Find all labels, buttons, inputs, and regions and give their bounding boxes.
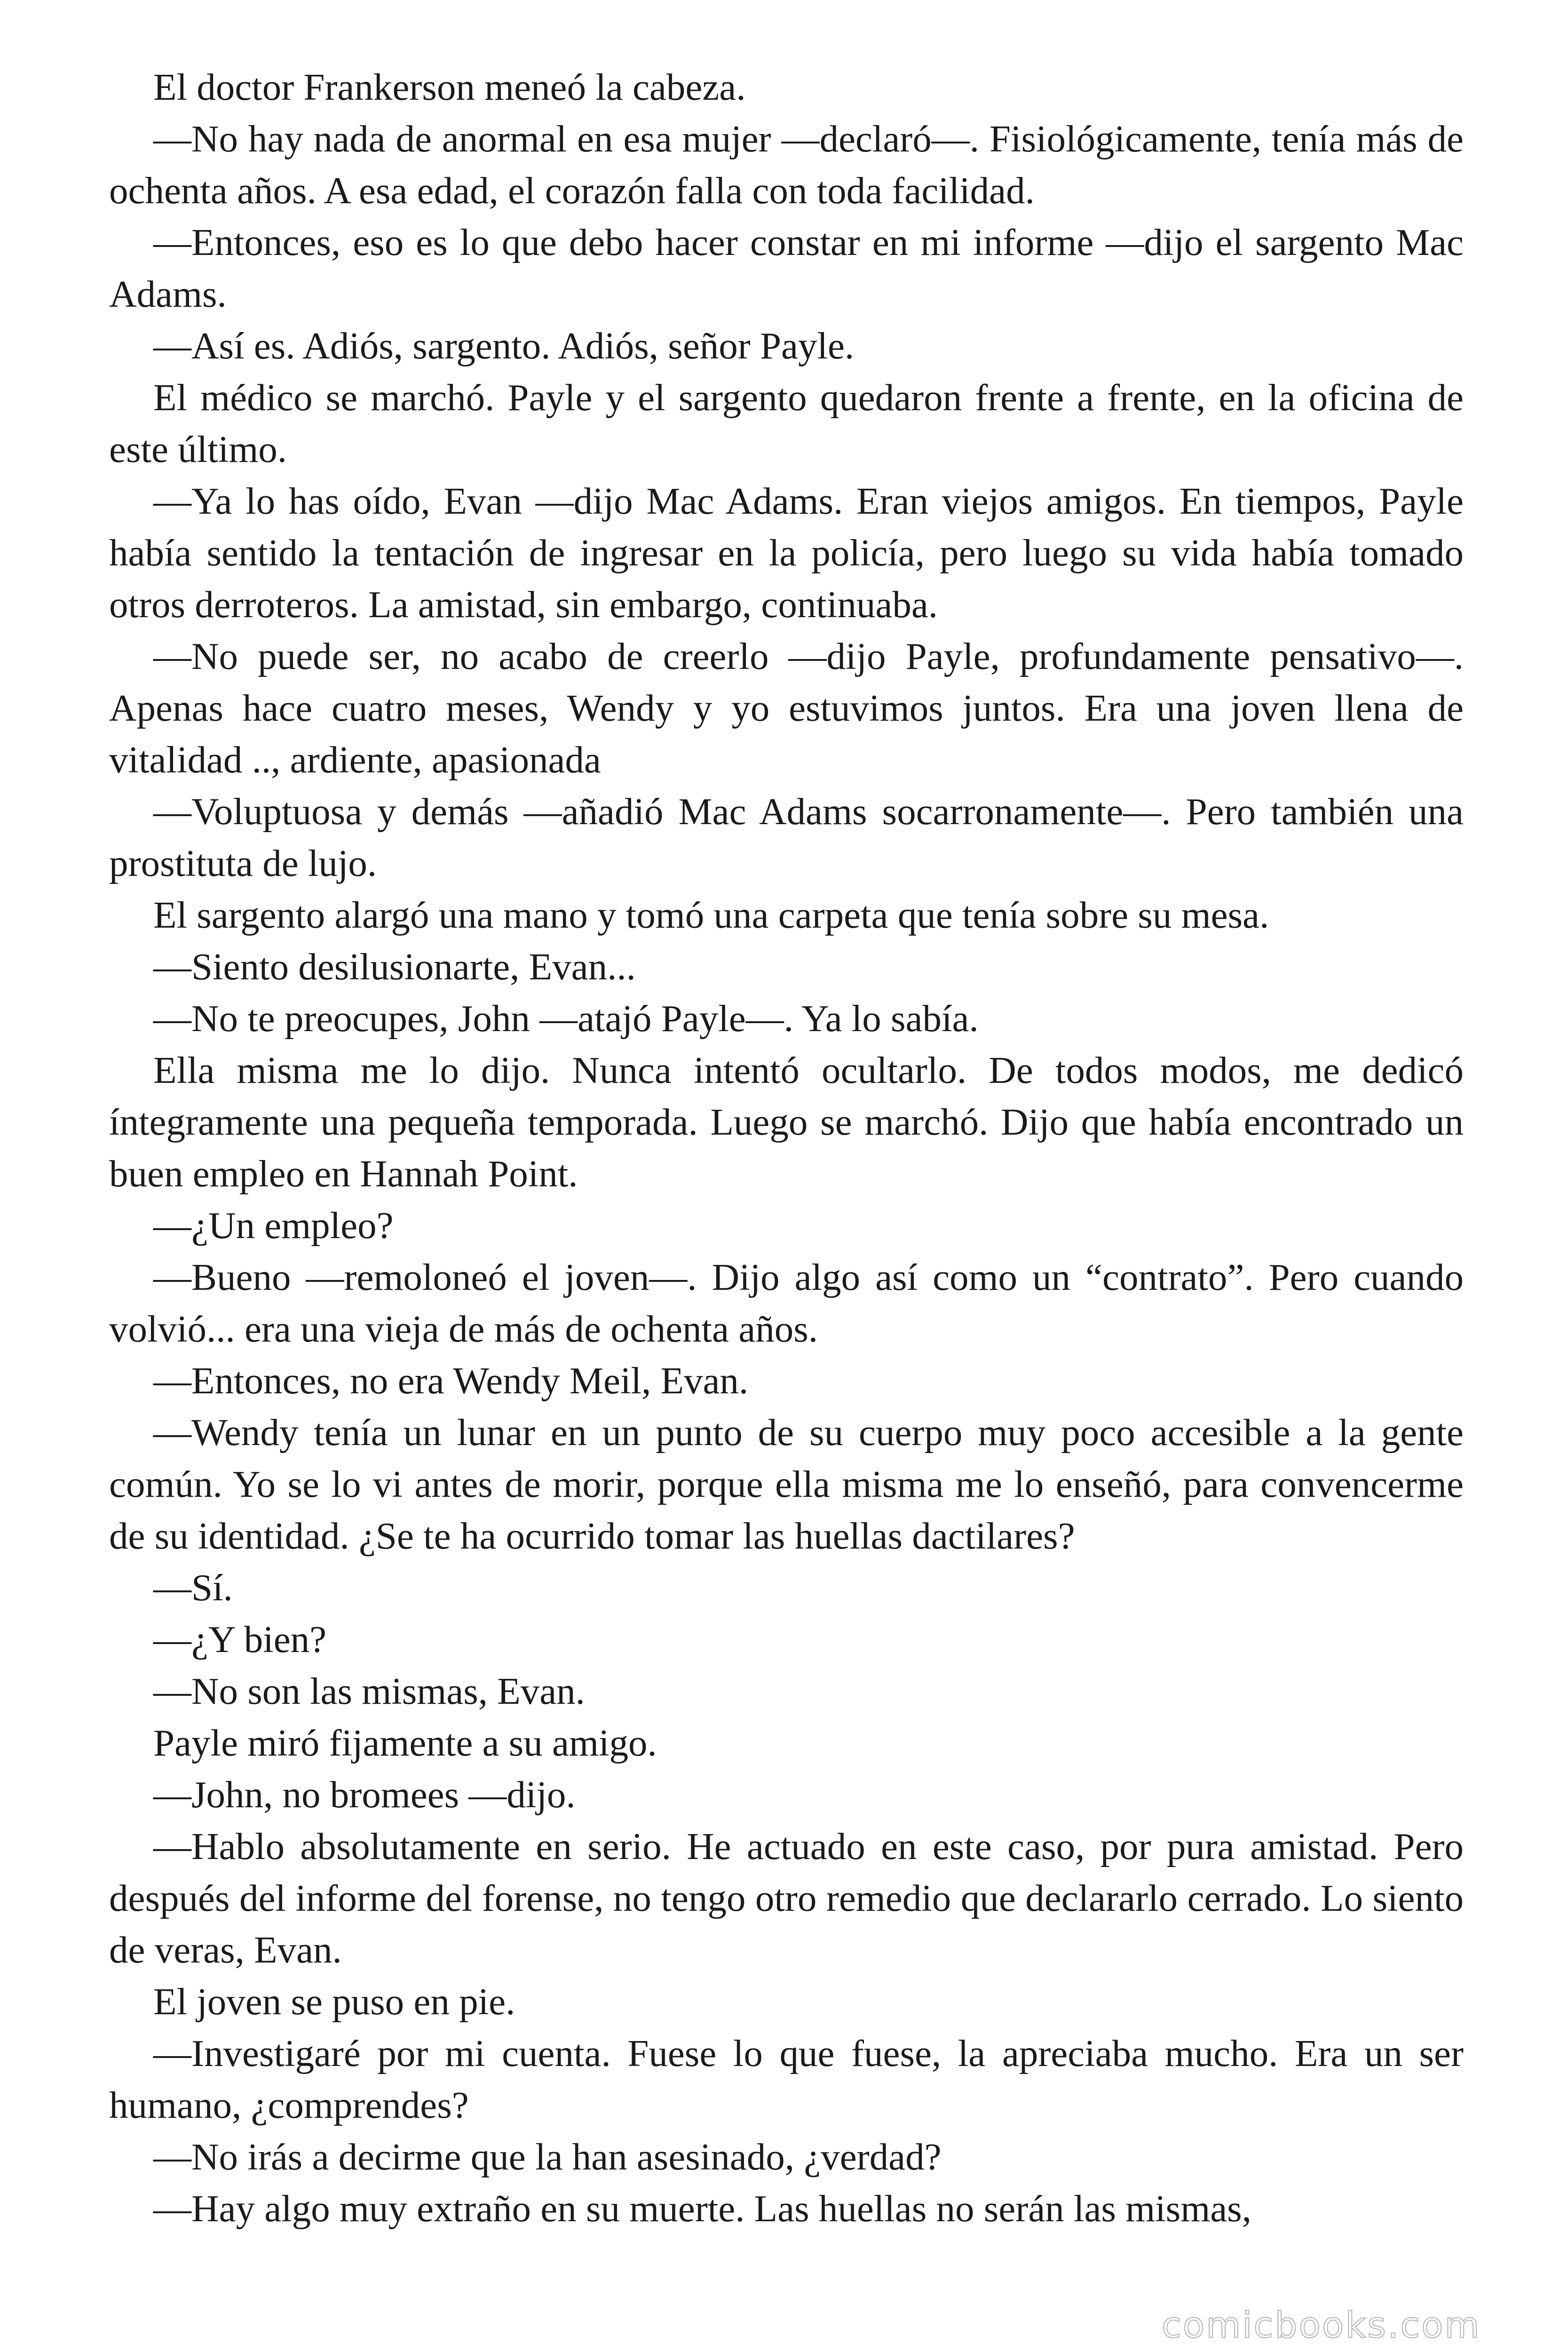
paragraph: —Ya lo has oído, Evan —dijo Mac Adams. Eran viejos amigos. En tiempos, Payle había sentido la tentación de ingresar en la policía, pero luego su vida había tomado otros derroteros. La amistad, sin embargo, continuaba.	[109, 480, 1464, 626]
page-text	[109, 61, 1464, 2234]
paragraph: —No irás a decirme que la han asesinado, ¿verdad?	[153, 2136, 942, 2178]
paragraph: Payle miró fijamente a su amigo.	[153, 1722, 657, 1764]
paragraph: —Así es. Adiós, sargento. Adiós, señor Payle.	[153, 325, 855, 367]
paragraph: —Entonces, no era Wendy Meil, Evan.	[153, 1359, 749, 1402]
paragraph: El médico se marchó. Payle y el sargento quedaron frente a frente, en la oficina de este último.	[109, 376, 1464, 470]
paragraph: Ella misma me lo dijo. Nunca intentó ocultarlo. De todos modos, me dedicó íntegramente una pequeña temporada. Luego se marchó. Dijo que había encontrado un buen empleo en Hannah Point.	[109, 1049, 1464, 1195]
paragraph: —Bueno —remoloneó el joven—. Dijo algo así como un “contrato”. Pero cuando volvió... era una vieja de más de ochenta años.	[109, 1256, 1464, 1350]
paragraph: El sargento alargó una mano y tomó una carpeta que tenía sobre su mesa.	[153, 894, 1269, 936]
paragraph: —Siento desilusionarte, Evan...	[153, 946, 636, 988]
paragraph: —Investigaré por mi cuenta. Fuese lo que fuese, la apreciaba mucho. Era un ser humano, ¿comprendes?	[109, 2032, 1464, 2126]
paragraph: —¿Un empleo?	[153, 1204, 394, 1247]
paragraph: El doctor Frankerson meneó la cabeza.	[153, 66, 746, 108]
paragraph: El joven se puso en pie.	[153, 1980, 515, 2023]
paragraph: —Entonces, eso es lo que debo hacer constar en mi informe —dijo el sargento Mac Adams.	[109, 221, 1464, 315]
paragraph: —Voluptuosa y demás —añadió Mac Adams socarronamente—. Pero también una prostituta de lujo.	[109, 790, 1464, 884]
paragraph: —No puede ser, no acabo de creerlo —dijo Payle, profundamente pensativo—. Apenas hace cuatro meses, Wendy y yo estuvimos juntos. Era una joven llena de vitalidad .., ardiente, apasionada	[109, 635, 1464, 781]
watermark: comicbooks.com	[1162, 2304, 1481, 2346]
paragraph: —No son las mismas, Evan.	[153, 1670, 585, 1712]
paragraph: —Sí.	[153, 1566, 233, 1609]
paragraph: —No hay nada de anormal en esa mujer —declaró—. Fisiológicamente, tenía más de ochenta años. A esa edad, el corazón falla con toda facilidad.	[109, 118, 1464, 212]
paragraph: —John, no bromees —dijo.	[153, 1773, 576, 1816]
paragraph: —Wendy tenía un lunar en un punto de su cuerpo muy poco accesible a la gente común. Yo se lo vi antes de morir, porque ella misma me lo enseñó, para convencerme de su identidad. ¿Se te ha ocurrido tomar las huellas dactilares?	[109, 1411, 1464, 1557]
paragraph: —Hablo absolutamente en serio. He actuado en este caso, por pura amistad. Pero después del informe del forense, no tengo otro remedio que declararlo cerrado. Lo siento de veras, Evan.	[109, 1825, 1464, 1971]
paragraph: —No te preocupes, John —atajó Payle—. Ya lo sabía.	[153, 997, 979, 1040]
paragraph: —¿Y bien?	[153, 1618, 327, 1661]
paragraph: —Hay algo muy extraño en su muerte. Las huellas no serán las mismas,	[153, 2187, 1251, 2230]
